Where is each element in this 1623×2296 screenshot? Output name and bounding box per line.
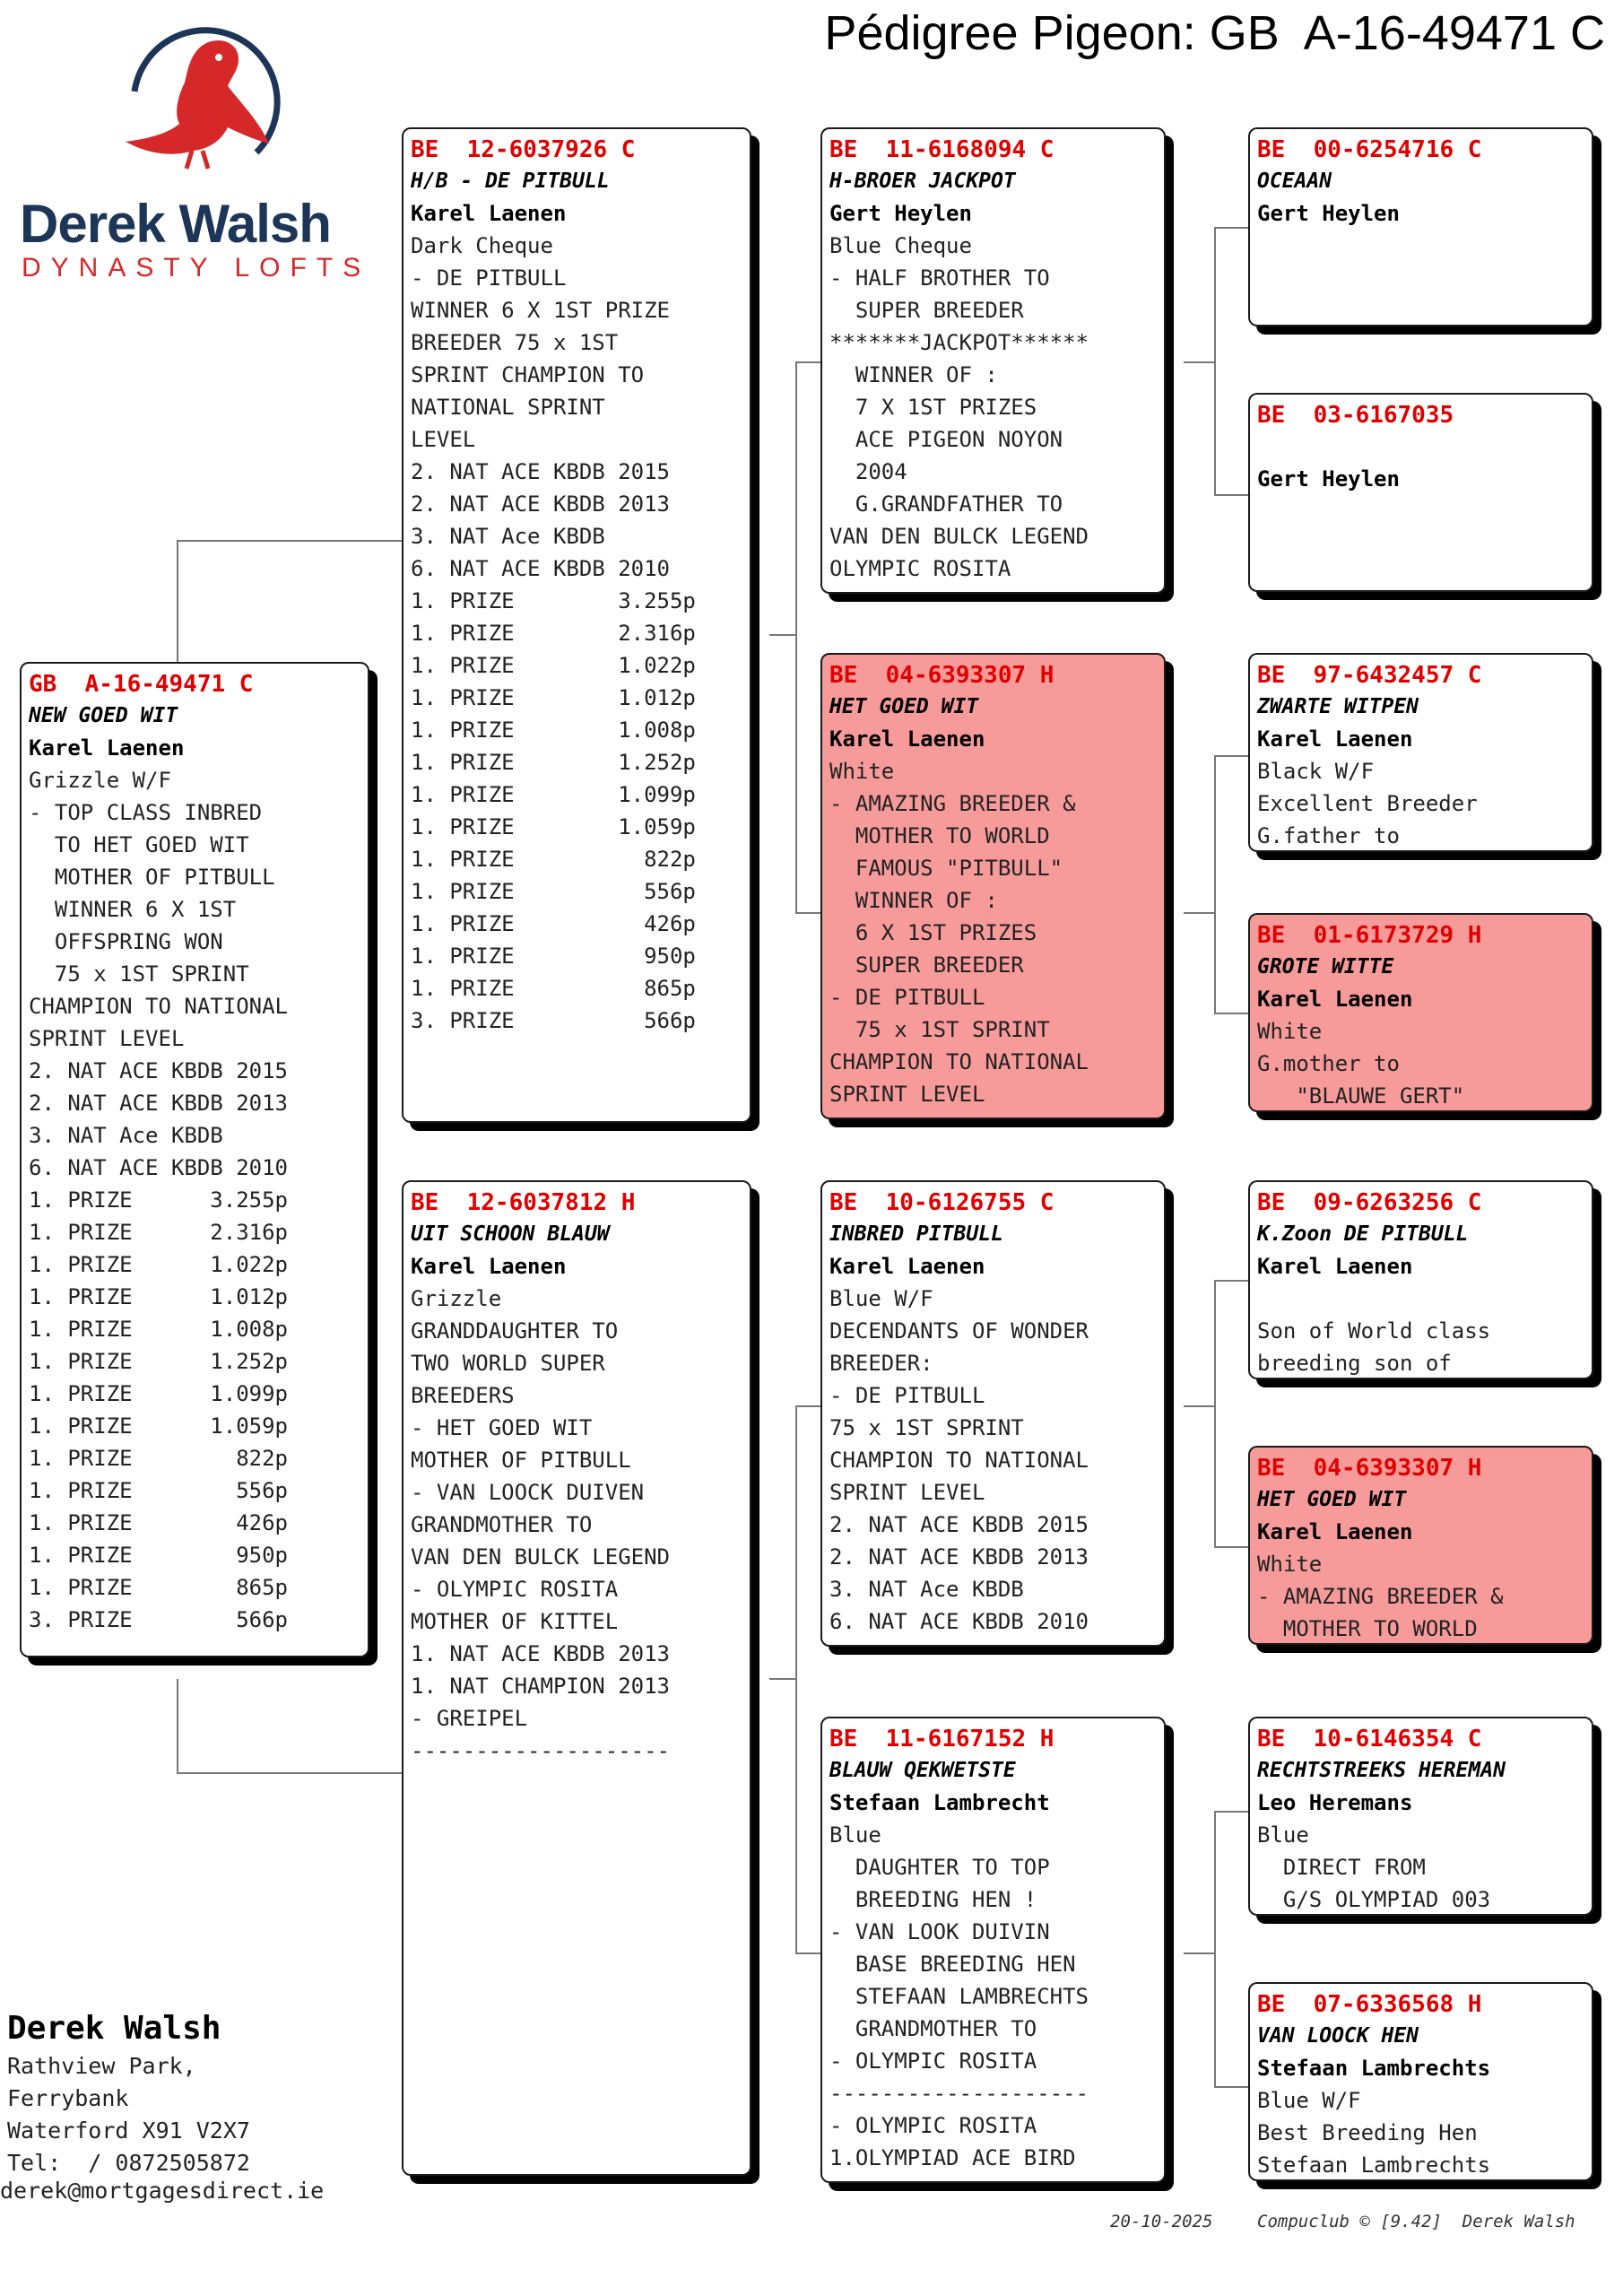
pedigree-note-line: WINNER 6 X 1ST PRIZE bbox=[411, 298, 670, 323]
pigeon-card-dam bbox=[402, 1180, 751, 2176]
pedigree-note-line: 6 X 1ST PRIZES bbox=[829, 920, 1037, 945]
pedigree-note-line: GRANDDAUGHTER TO bbox=[411, 1318, 619, 1344]
breeder-name: Karel Laenen bbox=[411, 201, 567, 226]
pedigree-note-line: 3. PRIZE 566p bbox=[411, 1008, 696, 1033]
ring-number: BE 07-6336568 H bbox=[1257, 1991, 1482, 2018]
pigeon-card-ggp-8 bbox=[1248, 1982, 1593, 2181]
pedigree-note-line: 6. NAT ACE KBDB 2010 bbox=[411, 556, 670, 581]
pedigree-note-line: 1. PRIZE 1.012p bbox=[411, 685, 696, 710]
pedigree-note-line: Black W/F bbox=[1257, 759, 1375, 784]
ring-number: BE 01-6173729 H bbox=[1257, 922, 1482, 949]
pedigree-note-line: - AMAZING BREEDER & bbox=[1257, 1584, 1504, 1609]
breeder-name: Karel Laenen bbox=[829, 1254, 985, 1279]
pedigree-note-line: - OLYMPIC ROSITA bbox=[411, 1577, 619, 1602]
pedigree-note-line: 1. PRIZE 950p bbox=[29, 1543, 288, 1568]
pedigree-note-line: 75 x 1ST SPRINT bbox=[29, 961, 249, 987]
breeder-name: Karel Laenen bbox=[411, 1254, 567, 1279]
pedigree-note-line: 1. PRIZE 1.022p bbox=[411, 653, 696, 678]
pedigree-note-line: BASE BREEDING HEN bbox=[829, 1952, 1076, 1977]
pigeon-card-dam-dam bbox=[820, 1717, 1166, 2183]
owner-address-line: Ferrybank bbox=[7, 2085, 129, 2111]
pedigree-note-line: BREEDER: bbox=[829, 1351, 933, 1376]
spacer bbox=[1257, 430, 1584, 463]
pedigree-note-line: TO HET GOED WIT bbox=[29, 832, 249, 857]
pedigree-note-line: BREEDERS bbox=[411, 1383, 515, 1408]
pedigree-note-line: -------------------- bbox=[411, 1738, 670, 1763]
breeder-name: Karel Laenen bbox=[1257, 1254, 1413, 1279]
pedigree-note-line: Dark Cheque bbox=[411, 233, 553, 258]
pedigree-note-line: Blue W/F bbox=[829, 1286, 933, 1311]
pedigree-note-line: 1. PRIZE 556p bbox=[29, 1478, 288, 1503]
pedigree-note-line: GRANDMOTHER TO bbox=[829, 2016, 1037, 2041]
pedigree-note-line: SPRINT LEVEL bbox=[29, 1026, 185, 1051]
pedigree-note-line: 1. PRIZE 556p bbox=[411, 879, 696, 904]
pigeon-name: ZWARTE WITPEN bbox=[1257, 695, 1419, 718]
ring-number: BE 04-6393307 H bbox=[1257, 1455, 1482, 1482]
pedigree-note-line: - HET GOED WIT bbox=[411, 1415, 593, 1440]
owner-block bbox=[7, 2007, 250, 2179]
ring-number: BE 10-6146354 C bbox=[1257, 1726, 1482, 1752]
pedigree-note-line: breeding son of bbox=[1257, 1351, 1452, 1376]
pigeon-card-sire-sire bbox=[820, 127, 1166, 594]
pedigree-note-line: OLYMPIC ROSITA bbox=[829, 556, 1011, 581]
pedigree-note-line: MOTHER OF PITBULL bbox=[411, 1448, 631, 1473]
page-title: Pédigree Pigeon: GB A-16-49471 C bbox=[824, 6, 1605, 60]
pigeon-card-ggp-4 bbox=[1248, 913, 1593, 1112]
pedigree-note-line: Blue Cheque bbox=[829, 233, 972, 258]
pedigree-note-line: STEFAAN LAMBRECHTS bbox=[829, 1984, 1089, 2009]
pedigree-note-line: - OLYMPIC ROSITA bbox=[829, 2048, 1037, 2074]
pedigree-note-line: 1. PRIZE 1.099p bbox=[29, 1381, 288, 1406]
breeder-name: Karel Laenen bbox=[1257, 726, 1413, 752]
pedigree-note-line: 1. PRIZE 2.316p bbox=[411, 621, 696, 646]
pigeon-card-ggp-5 bbox=[1248, 1180, 1593, 1379]
pedigree-note-line: White bbox=[1257, 1552, 1323, 1577]
pedigree-note-line: 1. PRIZE 2.316p bbox=[29, 1220, 288, 1245]
pedigree-note-line: MOTHER OF KITTEL bbox=[411, 1609, 619, 1634]
owner-email[interactable]: derek@mortgagesdirect.ie bbox=[0, 2178, 325, 2204]
pedigree-note-line: G.mother to bbox=[1257, 1051, 1400, 1076]
pedigree-note-line: - VAN LOOK DUIVIN bbox=[829, 1919, 1050, 1944]
pigeon-name: HET GOED WIT bbox=[1257, 1488, 1407, 1511]
owner-address-line: Rathview Park, bbox=[7, 2053, 196, 2079]
pedigree-note-line: CHAMPION TO NATIONAL bbox=[29, 994, 288, 1019]
breeder-name: Karel Laenen bbox=[29, 735, 185, 761]
pigeon-name: GROTE WITTE bbox=[1257, 955, 1394, 978]
ring-number: GB A-16-49471 C bbox=[29, 671, 254, 698]
pedigree-note-line: 1. NAT ACE KBDB 2013 bbox=[411, 1641, 670, 1666]
pedigree-note-line: *******JACKPOT****** bbox=[829, 330, 1089, 355]
pigeon-name: OCEAAN bbox=[1257, 170, 1332, 193]
pedigree-note-line: Blue bbox=[1257, 1822, 1309, 1848]
pedigree-note-line: OFFSPRING WON bbox=[29, 929, 223, 954]
pedigree-note-line: 2. NAT ACE KBDB 2013 bbox=[829, 1544, 1089, 1570]
pedigree-note-line: SPRINT LEVEL bbox=[829, 1082, 985, 1107]
pedigree-note-line: 1. PRIZE 1.059p bbox=[29, 1413, 288, 1439]
pigeon-name: H-BROER JACKPOT bbox=[829, 170, 1016, 193]
pedigree-note-line: 1. PRIZE 1.012p bbox=[29, 1284, 288, 1309]
ring-number: BE 12-6037926 C bbox=[411, 136, 636, 163]
pedigree-note-line: VAN DEN BULCK LEGEND bbox=[411, 1544, 670, 1570]
pedigree-note-line: 3. NAT Ace KBDB bbox=[411, 524, 605, 549]
pedigree-note-line: Blue bbox=[829, 1822, 881, 1848]
owner-name: Derek Walsh bbox=[7, 2010, 221, 2047]
pedigree-note-line: 2. NAT ACE KBDB 2015 bbox=[829, 1512, 1089, 1537]
pedigree-note-line: 1. PRIZE 1.008p bbox=[411, 718, 696, 743]
pedigree-note-line: 1. PRIZE 1.252p bbox=[29, 1349, 288, 1374]
pedigree-note-line: SUPER BREEDER bbox=[829, 952, 1024, 978]
software-credit: Compuclub © [9.42] Derek Walsh bbox=[1257, 2212, 1575, 2231]
pedigree-note-line: 2004 bbox=[829, 459, 907, 484]
ring-number: BE 09-6263256 C bbox=[1257, 1189, 1482, 1216]
pedigree-note-line: MOTHER TO WORLD bbox=[829, 823, 1050, 848]
pedigree-note-line: 3. NAT Ace KBDB bbox=[29, 1123, 223, 1148]
ring-number: BE 03-6167035 bbox=[1257, 402, 1454, 429]
pedigree-note-line: 75 x 1ST SPRINT bbox=[829, 1017, 1050, 1042]
pedigree-note-line: Blue W/F bbox=[1257, 2088, 1361, 2113]
pedigree-note-line: "BLAUWE GERT" bbox=[1257, 1083, 1465, 1109]
pedigree-note-line: 1. PRIZE 3.255p bbox=[29, 1187, 288, 1213]
pedigree-note-line: Stefaan Lambrechts bbox=[1257, 2152, 1491, 2178]
pedigree-note-line: WINNER OF : bbox=[829, 888, 998, 913]
owner-address-line: Waterford X91 V2X7 bbox=[7, 2118, 250, 2144]
pedigree-note-line: DECENDANTS OF WONDER bbox=[829, 1318, 1089, 1344]
logo-subtitle: DYNASTY LOFTS bbox=[22, 253, 371, 283]
pigeon-name: H/B - DE PITBULL bbox=[411, 170, 610, 193]
ring-number: BE 11-6167152 H bbox=[829, 1726, 1055, 1752]
breeder-name: Gert Heylen bbox=[829, 201, 972, 226]
pedigree-note-line: 1. PRIZE 1.008p bbox=[29, 1317, 288, 1342]
ring-number: BE 97-6432457 C bbox=[1257, 662, 1482, 689]
pigeon-card-ggp-3 bbox=[1248, 653, 1593, 852]
pedigree-note-line: MOTHER OF PITBULL bbox=[29, 865, 275, 890]
pedigree-note-line: CHAMPION TO NATIONAL bbox=[829, 1448, 1089, 1473]
pedigree-note-line: 1. PRIZE 1.022p bbox=[29, 1252, 288, 1277]
print-date: 20-10-2025 bbox=[1110, 2212, 1213, 2231]
pedigree-note-line: SUPER BREEDER bbox=[829, 298, 1024, 323]
pigeon-card-ggp-1 bbox=[1248, 127, 1593, 326]
pedigree-note-line: 1. PRIZE 822p bbox=[29, 1446, 288, 1471]
breeder-name: Stefaan Lambrecht bbox=[829, 1790, 1050, 1815]
pedigree-note-line: Son of World class bbox=[1257, 1318, 1491, 1344]
pedigree-note-line: 75 x 1ST SPRINT bbox=[829, 1415, 1024, 1440]
pedigree-note-line: Best Breeding Hen bbox=[1257, 2120, 1478, 2145]
pedigree-note-line: - HALF BROTHER TO bbox=[829, 265, 1050, 291]
pedigree-note-line: VAN DEN BULCK LEGEND bbox=[829, 524, 1089, 549]
pedigree-note-line: 1. PRIZE 1.059p bbox=[411, 814, 696, 839]
pigeon-name: UIT SCHOON BLAUW bbox=[411, 1222, 610, 1246]
pedigree-note-line bbox=[1257, 1283, 1584, 1315]
breeder-name: Karel Laenen bbox=[829, 726, 985, 752]
pedigree-note-line: NATIONAL SPRINT bbox=[411, 395, 605, 420]
pedigree-note-line: 1. PRIZE 1.099p bbox=[411, 782, 696, 807]
pedigree-note-line: 2. NAT ACE KBDB 2015 bbox=[411, 459, 670, 484]
ring-number: BE 04-6393307 H bbox=[829, 662, 1055, 689]
pedigree-note-line: 6. NAT ACE KBDB 2010 bbox=[829, 1609, 1089, 1634]
pedigree-note-line: BREEDING HEN ! bbox=[829, 1887, 1037, 1912]
pedigree-note-line: Excellent Breeder bbox=[1257, 791, 1478, 816]
pedigree-note-line: - DE PITBULL bbox=[829, 1383, 985, 1408]
pedigree-note-line: WINNER OF : bbox=[829, 362, 998, 387]
pigeon-card-dam-sire bbox=[820, 1180, 1166, 1647]
pedigree-note-line: DAUGHTER TO TOP bbox=[829, 1855, 1050, 1880]
pigeon-name: RECHTSTREEKS HEREMAN bbox=[1257, 1759, 1506, 1782]
pedigree-note-line: CHAMPION TO NATIONAL bbox=[829, 1049, 1089, 1074]
pedigree-note-line: 2. NAT ACE KBDB 2013 bbox=[29, 1091, 288, 1116]
pedigree-note-line: MOTHER TO WORLD bbox=[1257, 1616, 1478, 1641]
breeder-name: Stefaan Lambrechts bbox=[1257, 2056, 1491, 2081]
pedigree-note-line: 1. NAT CHAMPION 2013 bbox=[411, 1674, 670, 1699]
pedigree-note-line: 3. NAT Ace KBDB bbox=[829, 1577, 1024, 1602]
pedigree-note-line: 6. NAT ACE KBDB 2010 bbox=[29, 1155, 288, 1180]
pedigree-note-line: 2. NAT ACE KBDB 2013 bbox=[411, 491, 670, 517]
pedigree-note-line: 1. PRIZE 822p bbox=[411, 847, 696, 872]
pigeon-card-ggp-7 bbox=[1248, 1717, 1593, 1916]
pedigree-note-line: DIRECT FROM bbox=[1257, 1855, 1426, 1880]
pigeon-name: VAN LOOCK HEN bbox=[1257, 2024, 1419, 2048]
pigeon-card-subject bbox=[20, 662, 369, 1657]
pedigree-note-line: SPRINT LEVEL bbox=[829, 1480, 985, 1505]
pedigree-note-line: White bbox=[829, 759, 895, 784]
pigeon-card-sire bbox=[402, 127, 751, 1123]
pedigree-note-line: - DE PITBULL bbox=[411, 265, 567, 291]
pigeon-card-sire-dam bbox=[820, 653, 1166, 1119]
pedigree-note-line: LEVEL bbox=[411, 427, 476, 452]
pedigree-note-line: - TOP CLASS INBRED bbox=[29, 800, 263, 825]
ring-number: BE 11-6168094 C bbox=[829, 136, 1055, 163]
pigeon-name: K.Zoon DE PITBULL bbox=[1257, 1222, 1469, 1246]
pedigree-note-line: White bbox=[1257, 1019, 1323, 1044]
pigeon-name: NEW GOED WIT bbox=[29, 704, 178, 727]
pigeon-name: HET GOED WIT bbox=[829, 695, 979, 718]
pedigree-note-line: - VAN LOOCK DUIVEN bbox=[411, 1480, 645, 1505]
pedigree-note-line: 1. PRIZE 865p bbox=[411, 976, 696, 1001]
ring-number: BE 00-6254716 C bbox=[1257, 136, 1482, 163]
pedigree-note-line: 1. PRIZE 3.255p bbox=[411, 588, 696, 613]
pigeon-card-ggp-2 bbox=[1248, 393, 1593, 592]
pigeon-name: INBRED PITBULL bbox=[829, 1222, 1003, 1246]
pedigree-note-line: 3. PRIZE 566p bbox=[29, 1607, 288, 1632]
logo-name: Derek Walsh bbox=[20, 194, 331, 254]
breeder-name: Karel Laenen bbox=[1257, 1519, 1413, 1544]
pigeon-card-ggp-6 bbox=[1248, 1446, 1593, 1645]
pedigree-note-line: - OLYMPIC ROSITA bbox=[829, 2113, 1037, 2138]
breeder-name: Gert Heylen bbox=[1257, 466, 1400, 491]
pedigree-note-line: Grizzle bbox=[411, 1286, 502, 1311]
breeder-name: Gert Heylen bbox=[1257, 201, 1400, 226]
breeder-name: Leo Heremans bbox=[1257, 1790, 1413, 1815]
pedigree-note-line: 1. PRIZE 1.252p bbox=[411, 750, 696, 775]
ring-number: BE 10-6126755 C bbox=[829, 1189, 1055, 1216]
pedigree-note-line: FAMOUS "PITBULL" bbox=[829, 856, 1063, 881]
pedigree-note-line: 1. PRIZE 426p bbox=[411, 911, 696, 936]
pedigree-note-line: Grizzle W/F bbox=[29, 768, 171, 793]
breeder-name: Karel Laenen bbox=[1257, 987, 1413, 1012]
ring-number: BE 12-6037812 H bbox=[411, 1189, 636, 1216]
pedigree-note-line: BREEDER 75 x 1ST bbox=[411, 330, 619, 355]
pedigree-note-line: 1. PRIZE 950p bbox=[411, 944, 696, 969]
pedigree-note-line: -------------------- bbox=[829, 2081, 1089, 2106]
pedigree-note-line: 7 X 1ST PRIZES bbox=[829, 395, 1037, 420]
owner-phone: Tel: / 0872505872 bbox=[7, 2150, 250, 2176]
pedigree-note-line: 1.OLYMPIAD ACE BIRD bbox=[829, 2145, 1076, 2170]
pedigree-note-line: TWO WORLD SUPER bbox=[411, 1351, 605, 1376]
pedigree-note-line: SPRINT CHAMPION TO bbox=[411, 362, 645, 387]
pedigree-note-line: WINNER 6 X 1ST bbox=[29, 897, 237, 922]
pedigree-note-line: 2. NAT ACE KBDB 2015 bbox=[29, 1058, 288, 1083]
pedigree-note-line: - AMAZING BREEDER & bbox=[829, 791, 1076, 816]
pedigree-note-line: - DE PITBULL bbox=[829, 985, 985, 1010]
pedigree-note-line: G.GRANDFATHER TO bbox=[829, 491, 1063, 517]
pedigree-note-line: G.father to bbox=[1257, 823, 1400, 848]
pedigree-note-line: GRANDMOTHER TO bbox=[411, 1512, 593, 1537]
pedigree-note-line: G/S OLYMPIAD 003 bbox=[1257, 1887, 1491, 1912]
pedigree-note-line: 1. PRIZE 865p bbox=[29, 1575, 288, 1600]
pedigree-note-line: 1. PRIZE 426p bbox=[29, 1510, 288, 1535]
pigeon-name: BLAUW QEKWETSTE bbox=[829, 1759, 1016, 1782]
pedigree-note-line: - GREIPEL bbox=[411, 1706, 528, 1731]
pedigree-note-line: ACE PIGEON NOYON bbox=[829, 427, 1063, 452]
